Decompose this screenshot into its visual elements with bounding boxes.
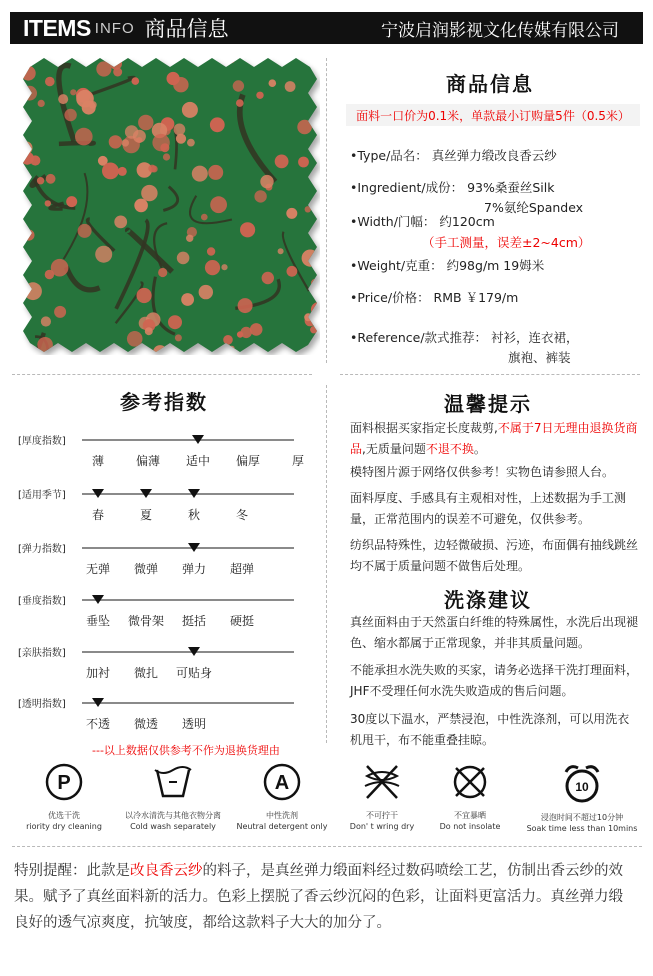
care-label-en: Cold wash separately — [130, 822, 216, 831]
rating-option: 加衬 — [85, 666, 111, 680]
rating-option: 硬挺 — [229, 614, 255, 628]
rating-label: [亲肤指数] — [18, 648, 66, 659]
tips-p1-a: 面料根据买家指定长度裁剪, — [350, 421, 498, 435]
ratings-disclaimer: ---以上数据仅供参考不作为退换货理由 — [92, 744, 280, 757]
special-text-c: 的料子，是真丝弹力缎面料经过数码喷绘工艺，仿制出香云纱的效果。赋予了真丝面料新的活力。色彩上摆脱了香云纱沉闷的色彩，让面料更富活力。真丝弹力缎良好的透气凉爽度，抗皱度，都给这款料子大大的加分了。 — [14, 863, 623, 931]
dry-clean-icon — [44, 762, 84, 802]
spec-reference-2: 旗袍、裤装 — [508, 350, 571, 365]
rating-option: 无弹 — [85, 562, 111, 576]
rating-label: [适用季节] — [18, 490, 66, 501]
care-label-en: Don' t wring dry — [349, 822, 415, 831]
tips-title: 温馨提示 — [444, 392, 532, 416]
rating-option: 微弹 — [133, 562, 159, 576]
divider-horizontal-right — [340, 374, 640, 375]
rating-option: 厚 — [291, 454, 305, 468]
neutral-detergent-icon — [262, 762, 302, 802]
header-items-label: ITEMS — [23, 14, 91, 41]
care-label-cn: 浸泡时间不超过10分钟 — [540, 813, 624, 822]
rating-option: 冬 — [235, 508, 249, 522]
care-no-insolate — [420, 762, 520, 831]
care-label-cn: 不宜暴晒 — [454, 811, 486, 820]
tips-p1-e: 。 — [473, 442, 486, 456]
divider-horizontal-bottom — [12, 846, 642, 847]
wash-paragraph-2: 不能承担水洗失败的买家，请务必选择干洗打理面料，JHF不受理任何水洗失败造成的售后问题。 — [350, 663, 639, 698]
rating-option: 微扎 — [133, 666, 159, 680]
spec-width: •Width/门幅： 约120cm — [350, 214, 495, 229]
rating-marker — [188, 647, 200, 656]
header-bar — [10, 12, 643, 44]
wash-paragraph-1: 真丝面料由于天然蛋白纤维的特殊属性，水洗后出现褪色、缩水都属于正常现象，并非其质量问题。 — [350, 615, 639, 650]
rating-marker — [188, 489, 200, 498]
svg-text:P: P — [57, 772, 71, 794]
special-reminder — [14, 858, 634, 936]
rating-marker — [188, 543, 200, 552]
rating-option: 适中 — [185, 454, 211, 468]
rating-scale-line — [82, 439, 294, 441]
care-label-cn: 以冷水清洗与其他衣物分离 — [125, 811, 221, 820]
rating-option: 微骨架 — [127, 614, 165, 628]
rating-option: 夏 — [139, 508, 153, 522]
rating-option: 透明 — [181, 717, 207, 731]
rating-label: [弹力指数] — [18, 544, 66, 555]
rating-scale-line — [82, 702, 294, 704]
spec-ingredient: •Ingredient/成份： 93%桑蚕丝Silk — [350, 180, 555, 195]
product-info-title: 商品信息 — [446, 72, 534, 96]
rating-marker — [140, 489, 152, 498]
special-text-a: 特别提醒：此款是 — [14, 863, 130, 879]
rating-option: 春 — [91, 508, 105, 522]
tips-p1-d: 不退不换 — [425, 442, 474, 456]
header-info-label: INFO — [94, 19, 135, 37]
rating-option: 秋 — [187, 508, 201, 522]
rating-option: 不透 — [85, 717, 111, 731]
no-insolate-icon — [450, 762, 490, 802]
care-no-wring — [332, 762, 432, 831]
wash-paragraph-3: 30度以下温水，严禁浸泡，中性洗涤剂，可以用洗衣机甩干，布不能重叠挂晾。 — [350, 712, 630, 747]
fabric-swatch-image — [20, 55, 320, 355]
rating-option: 可贴身 — [175, 666, 213, 680]
divider-horizontal-left — [12, 374, 312, 375]
rating-label: [垂度指数] — [18, 596, 66, 607]
care-label-cn: 不可拧干 — [366, 811, 398, 820]
rating-option: 超弹 — [229, 562, 255, 576]
care-label-en: riority dry cleaning — [26, 822, 102, 831]
spec-weight: •Weight/克重： 约98g/m 19姆米 — [350, 258, 545, 273]
rating-label: [透明指数] — [18, 699, 66, 710]
no-wring-icon — [361, 762, 403, 802]
care-label-en: Do not insolate — [439, 822, 501, 831]
spec-price: •Price/价格： RMB ￥179/m — [350, 290, 519, 305]
care-neutral-detergent — [230, 762, 334, 831]
care-dry-clean — [14, 762, 114, 831]
company-name: 宁波启润影视文化传媒有限公司 — [381, 20, 619, 41]
tips-p1-c: ,无质量问题 — [362, 442, 426, 456]
rating-marker — [92, 595, 104, 604]
care-label-cn: 优选干洗 — [48, 811, 80, 820]
ratings-title: 参考指数 — [120, 390, 208, 414]
tips-paragraph-3: 面料厚度、手感具有主观相对性，上述数据为手工测量，正常范围内的误差不可避免，仅供参考。 — [350, 491, 627, 526]
cold-wash-icon — [151, 762, 195, 802]
care-cold-wash — [118, 762, 228, 831]
tips-paragraph-2: 模特图片源于网络仅供参考！实物色请参照人台。 — [350, 465, 615, 479]
rating-marker — [92, 698, 104, 707]
special-text-highlight: 改良香云纱 — [130, 863, 203, 879]
price-note: 面料一口价为0.1米，单款最小订购量5件（0.5米） — [346, 104, 640, 126]
tips-p1-b: 不属于7日无理由退换货商品 — [350, 421, 638, 456]
soak-time-icon — [560, 762, 604, 804]
divider-vertical-bottom — [326, 385, 327, 743]
rating-marker — [92, 489, 104, 498]
care-label-en: Neutral detergent only — [236, 822, 328, 831]
spec-ingredient-2: 7%氨纶Spandex — [484, 200, 584, 215]
rating-label: [厚度指数] — [18, 436, 66, 447]
rating-option: 薄 — [91, 454, 105, 468]
rating-scale-line — [82, 599, 294, 601]
spec-type: •Type/品名： 真丝弹力缎改良香云纱 — [350, 148, 557, 163]
tips-paragraph-4: 纺织品特殊性，边轻微破损、污迹，布面偶有抽线跳丝均不属于质量问题不做售后处理。 — [350, 538, 639, 573]
header-title: 商品信息 — [144, 17, 229, 41]
rating-option: 微透 — [133, 717, 159, 731]
rating-option: 挺括 — [181, 614, 207, 628]
care-label-en: Soak time less than 10mins — [526, 824, 638, 833]
rating-option: 偏薄 — [135, 454, 161, 468]
rating-option: 垂坠 — [85, 614, 111, 628]
rating-option: 偏厚 — [235, 454, 261, 468]
care-soak-time — [520, 762, 644, 833]
svg-text:10: 10 — [575, 780, 589, 794]
wash-title: 洗涤建议 — [444, 588, 532, 612]
divider-vertical-top — [326, 58, 327, 363]
rating-marker — [192, 435, 204, 444]
tips-paragraph-1 — [350, 418, 640, 460]
care-label-cn: 中性洗剂 — [266, 811, 298, 820]
rating-option: 弹力 — [181, 562, 207, 576]
spec-width-note: （手工测量，误差±2~4cm） — [422, 235, 591, 250]
spec-reference: •Reference/款式推荐： 衬衫，连衣裙， — [350, 330, 579, 345]
svg-text:A: A — [274, 772, 290, 794]
